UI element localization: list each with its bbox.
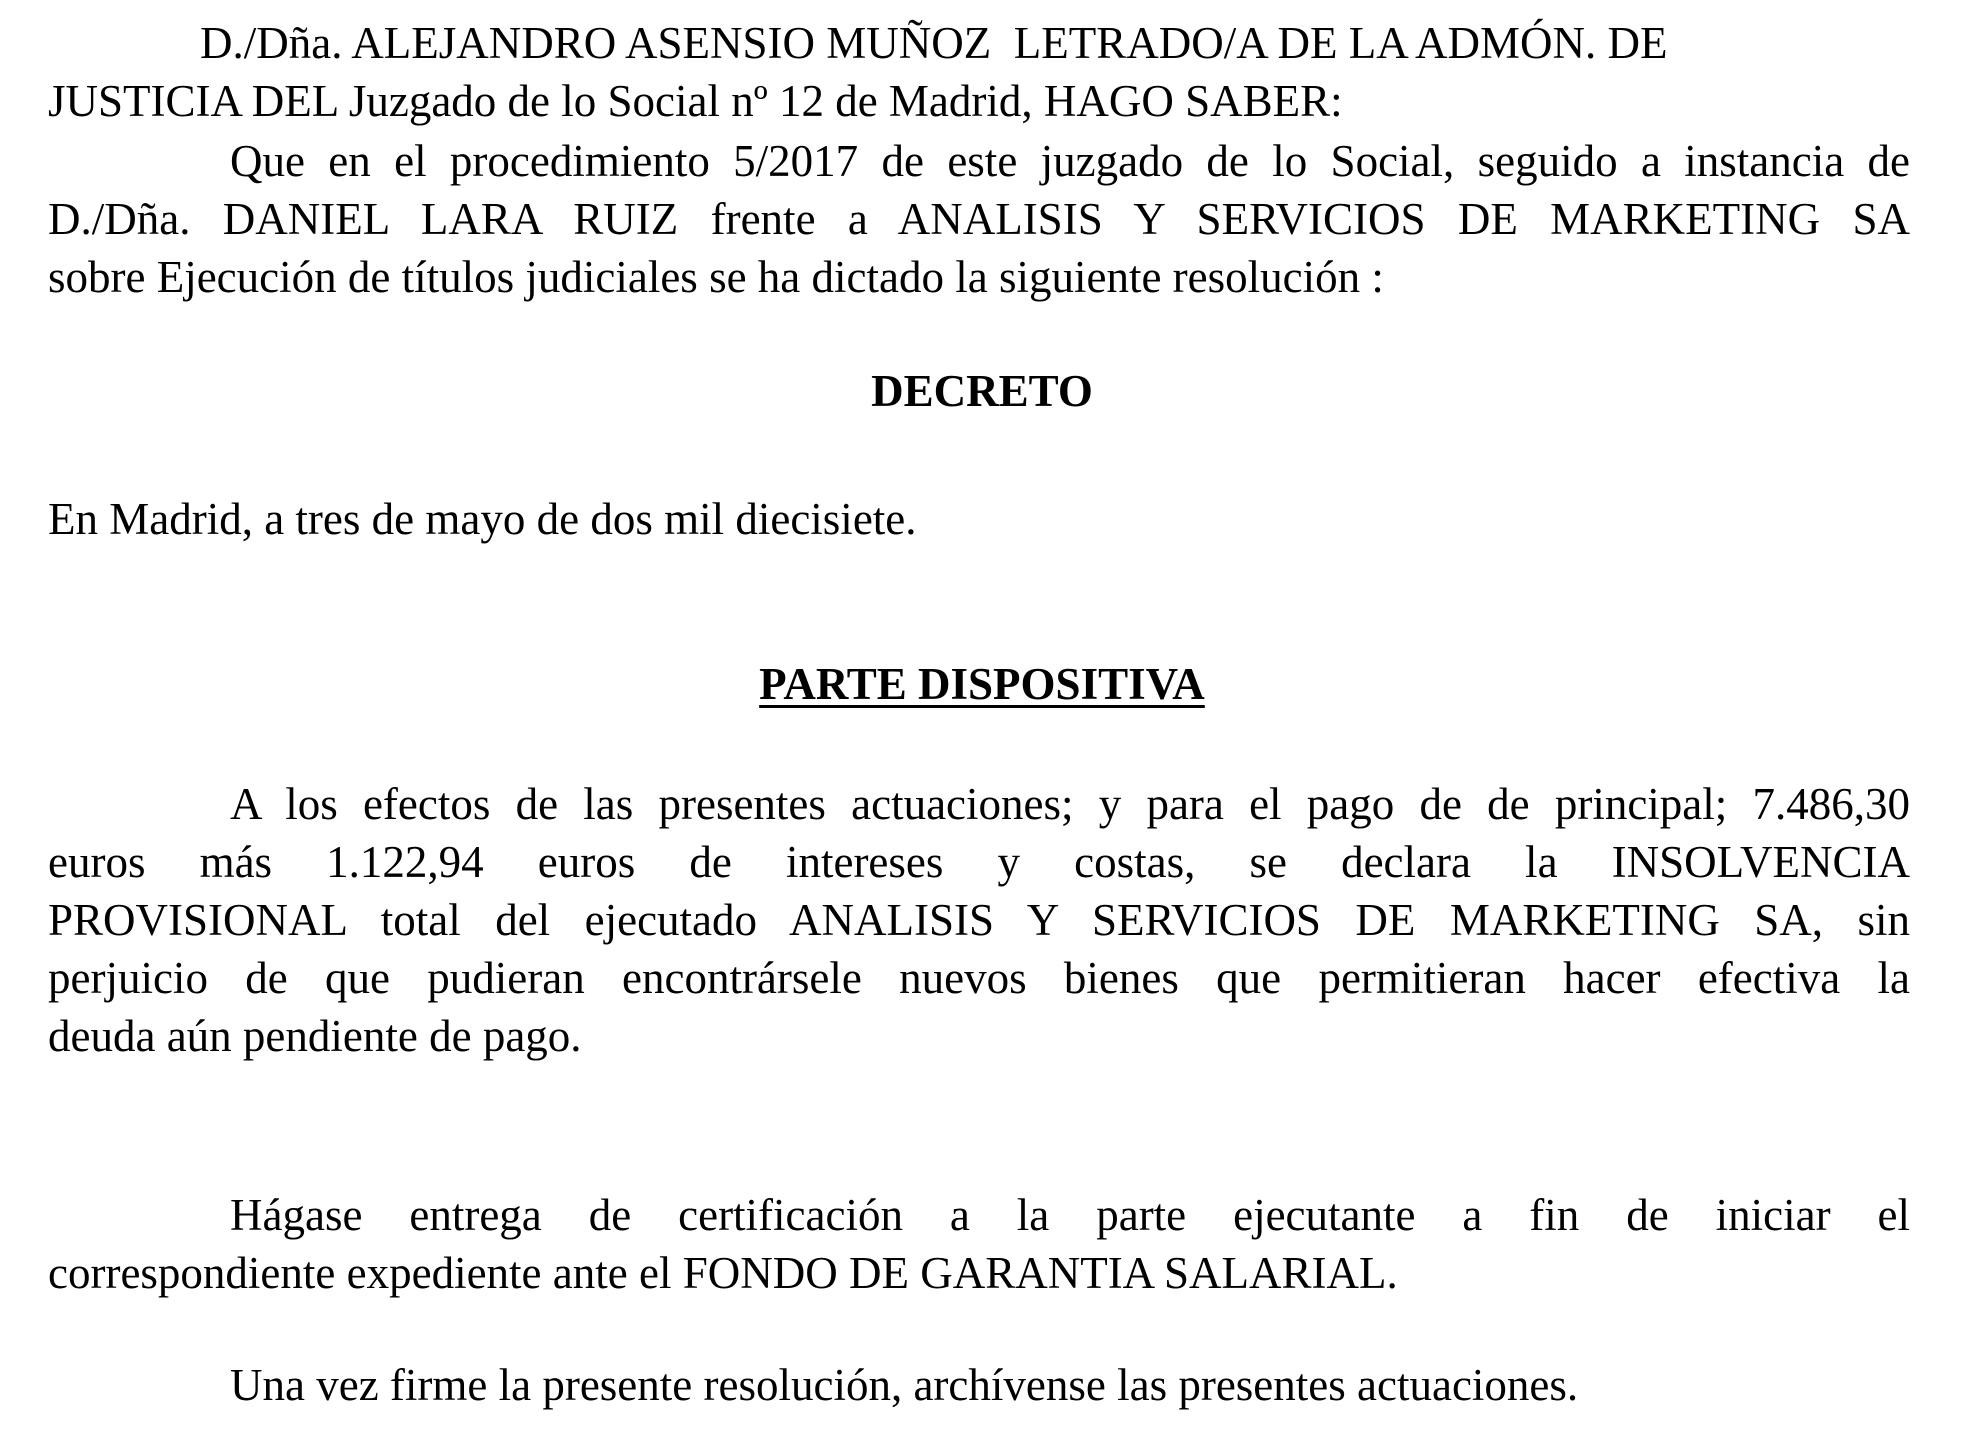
insolvency-line-3: PROVISIONAL total del ejecutado ANALISIS Y SERVICIOS DE MARKETING SA, sin [48, 895, 1910, 945]
procedure-line-1: Que en el procedimiento 5/2017 de este juzgado de lo Social, seguido a instancia de [230, 136, 1910, 186]
certification-line-1: Hágase entrega de certificación a la parte ejecutante a fin de iniciar el [230, 1190, 1910, 1240]
insolvency-line-1: A los efectos de las presentes actuaciones; y para el pago de de principal; 7.486,30 [230, 779, 1910, 829]
procedure-line-2: D./Dña. DANIEL LARA RUIZ frente a ANALISIS Y SERVICIOS DE MARKETING SA [48, 194, 1910, 244]
dispositive-title: PARTE DISPOSITIVA [759, 659, 1205, 709]
procedure-line-3: sobre Ejecución de títulos judiciales se ha dictado la siguiente resolución : [48, 252, 1384, 302]
insolvency-line-5: deuda aún pendiente de pago. [48, 1011, 582, 1061]
insolvency-line-4: perjuicio de que pudieran encontrársele nuevos bienes que permitieran hacer efectiva la [48, 953, 1910, 1003]
date-line: En Madrid, a tres de mayo de dos mil diecisiete. [48, 494, 917, 544]
decree-title: DECRETO [871, 366, 1093, 416]
intro-line-2: JUSTICIA DEL Juzgado de lo Social nº 12 de Madrid, HAGO SABER: [48, 76, 1343, 126]
intro-line-1: D./Dña. ALEJANDRO ASENSIO MUÑOZ LETRADO/A DE LA ADMÓN. DE [200, 18, 1668, 68]
insolvency-line-2: euros más 1.122,94 euros de intereses y costas, se declara la INSOLVENCIA [48, 837, 1910, 887]
certification-line-2: correspondiente expediente ante el FONDO DE GARANTIA SALARIAL. [48, 1248, 1398, 1298]
archive-line: Una vez firme la presente resolución, archívense las presentes actuaciones. [230, 1360, 1579, 1410]
